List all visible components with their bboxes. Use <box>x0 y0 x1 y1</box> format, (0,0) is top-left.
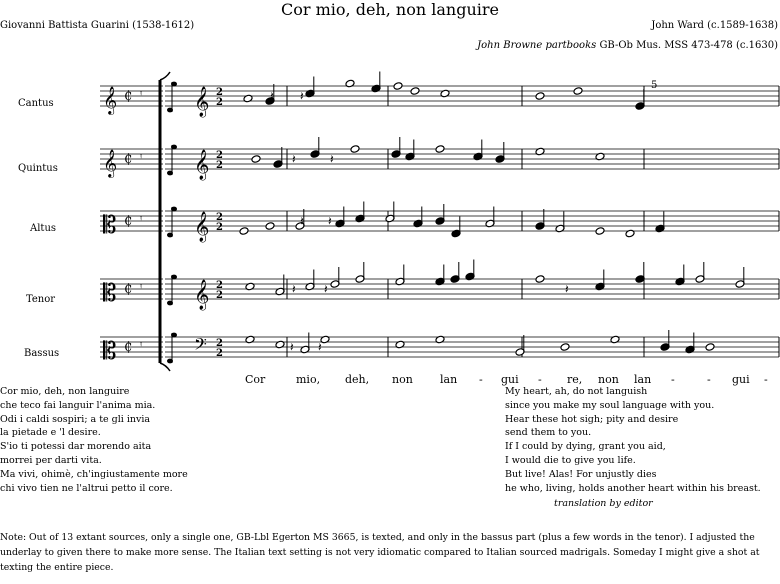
time-signature-bottom: 2 <box>216 160 223 171</box>
note-head <box>265 222 275 231</box>
lyric-syllable: gui <box>732 373 750 386</box>
english-line: If I could by dying, grant you aid, <box>505 441 666 453</box>
part-name-altus: Altus <box>30 223 57 234</box>
part-name-tenor: Tenor <box>26 294 56 305</box>
incipit-rest: ᵎ <box>140 153 142 164</box>
note-head <box>560 343 570 352</box>
source-shelfmark: GB-Ob Mus. MSS 473-478 (c.1630) <box>596 40 778 51</box>
incipit-rest: ᵎ <box>140 215 142 226</box>
time-signature-bottom: 2 <box>216 290 223 301</box>
lyric-syllable: - <box>479 373 483 386</box>
mensuration-sign: ₵ <box>124 340 133 355</box>
note-head <box>395 340 405 349</box>
english-line: Hear these hot sigh; pity and desire <box>505 413 679 425</box>
ambitus-note <box>171 145 177 150</box>
incipit-clef: 𝄞 <box>103 149 118 177</box>
incipit-rest: ᵎ <box>140 283 142 294</box>
note-head <box>535 275 545 284</box>
treble-clef: 𝄞 <box>194 280 210 310</box>
ambitus-note <box>167 108 173 113</box>
rest: 𝄽 <box>300 89 304 103</box>
part-name-cantus: Cantus <box>18 98 54 109</box>
lyric-syllable: gui <box>501 373 519 386</box>
lyric-syllable: - <box>671 373 675 386</box>
bracket-top-hook <box>160 72 170 80</box>
lyric-syllable: - <box>707 373 711 386</box>
rest: 𝄽 <box>330 152 334 166</box>
note-head <box>705 343 715 352</box>
lyric-syllable: Cor <box>245 373 266 386</box>
note-head <box>595 152 605 161</box>
english-line: But live! Alas! For unjustly dies <box>505 468 657 480</box>
lyric-syllable: mio, <box>296 373 321 386</box>
note-head <box>251 155 261 164</box>
italian-line: S'io ti potessi dar morendo aita <box>0 441 152 453</box>
time-signature-top: 2 <box>216 280 223 291</box>
time-signature-bottom: 2 <box>216 348 223 359</box>
rest: 𝄽 <box>318 340 322 354</box>
rest: 𝄽 <box>300 214 304 228</box>
ambitus-note <box>171 82 177 87</box>
italian-line: Ma vivi, ohimè, ch'ingiustamente more <box>0 468 188 480</box>
italian-line: Odi i caldi sospiri; a te gli invia <box>0 413 151 425</box>
note-head <box>345 79 355 88</box>
note-head <box>535 92 545 101</box>
rest: 𝄽 <box>292 152 296 166</box>
lyric-syllable: - <box>538 373 542 386</box>
ambitus-note <box>167 301 173 306</box>
italian-line: morrei per darti vita. <box>0 454 102 466</box>
english-line: I would die to give you life. <box>505 454 636 466</box>
poet-credit: Giovanni Battista Guarini (1538-1612) <box>0 20 195 31</box>
time-signature-top: 2 <box>216 212 223 223</box>
note-head <box>595 227 605 236</box>
part-name-quintus: Quintus <box>18 163 58 174</box>
english-line: send them to you. <box>505 427 592 439</box>
composer-credit: John Ward (c.1589-1638) <box>651 20 778 31</box>
note-head <box>245 335 255 344</box>
rest: 𝄽 <box>290 340 294 354</box>
time-signature-top: 2 <box>216 150 223 161</box>
note-head <box>573 87 583 96</box>
treble-clef: 𝄞 <box>194 87 210 117</box>
time-signature-top: 2 <box>216 87 223 98</box>
mensuration-sign: ₵ <box>124 152 133 167</box>
note-head <box>625 229 635 238</box>
source-partbooks: John Browne partbooks <box>477 40 597 51</box>
ambitus-note <box>171 333 177 338</box>
rest: 𝄽 <box>324 282 328 296</box>
note-head <box>435 145 445 154</box>
note-head <box>440 89 450 98</box>
measure-number: 5 <box>651 80 658 91</box>
mensuration-sign: ₵ <box>124 282 133 297</box>
ambitus-note <box>167 171 173 176</box>
ambitus-note <box>167 233 173 238</box>
incipit-rest: ᵎ <box>140 90 142 101</box>
lyric-syllable: - <box>764 373 768 386</box>
note-head <box>535 147 545 156</box>
lyric-syllable: non <box>392 373 413 386</box>
mensuration-sign: ₵ <box>124 214 133 229</box>
note-head <box>245 282 255 291</box>
mensuration-sign: ₵ <box>124 89 133 104</box>
note-head <box>435 335 445 344</box>
rest: 𝄽 <box>270 89 274 103</box>
note-head <box>239 227 249 236</box>
italian-line: Cor mio, deh, non languire <box>0 386 130 397</box>
treble-clef: 𝄞 <box>194 150 210 180</box>
bass-clef: 𝄢 <box>194 334 207 358</box>
note-head <box>243 94 253 103</box>
time-signature-bottom: 2 <box>216 97 223 108</box>
lyric-syllable: re, <box>567 373 583 386</box>
barlines <box>160 72 779 371</box>
rest: 𝄽 <box>565 282 569 296</box>
italian-line: la pietade e 'l desire. <box>0 427 101 439</box>
bracket-bottom-hook <box>160 363 170 371</box>
italian-verse <box>0 385 188 495</box>
lyric-syllable: lan <box>440 373 458 386</box>
incipit-rest: ᵎ <box>140 341 142 352</box>
ambitus-note <box>171 275 177 280</box>
rest: 𝄽 <box>328 214 332 228</box>
english-verse <box>505 385 761 495</box>
note-head <box>610 335 620 344</box>
notes-layer <box>167 72 745 364</box>
editorial-note: Note: Out of 13 extant sources, only a single one, GB-Lbl Egerton MS 3665, is texted, and only in the bassus part (plus a few words in the tenor). I adjusted the underlay to given there to make more sense. The Italian text setting is not very idiomatic compared to Italian sourced madrigals. Someday I might give a shot at texting the entire piece. <box>0 532 760 573</box>
piece-title: Cor mio, deh, non languire <box>281 0 499 19</box>
incipit-clef: 𝄡 <box>103 337 117 365</box>
english-line: My heart, ah, do not languish <box>505 386 648 397</box>
note-head <box>393 82 403 91</box>
part-name-bassus: Bassus <box>24 348 60 359</box>
italian-line: che teco fai languir l'anima mia. <box>0 399 156 411</box>
italian-line: chi vivo tien ne l'altrui petto il core. <box>0 482 173 494</box>
incipit-clef: 𝄞 <box>103 86 118 114</box>
lyric-syllable: lan <box>634 373 652 386</box>
treble-clef: 𝄞 <box>194 212 210 242</box>
incipit-clef: 𝄡 <box>103 279 117 307</box>
english-line: he who, living, holds another heart within his breast. <box>505 482 761 494</box>
lyric-syllable: non <box>598 373 619 386</box>
incipit-clef: 𝄡 <box>103 211 117 239</box>
note-head <box>275 340 285 349</box>
ambitus-note <box>167 359 173 364</box>
time-signature-top: 2 <box>216 338 223 349</box>
ambitus-note <box>171 207 177 212</box>
note-head <box>410 87 420 96</box>
time-signature-bottom: 2 <box>216 222 223 233</box>
lyric-syllable: deh, <box>345 373 370 386</box>
note-head <box>350 145 360 154</box>
translation-credit: translation by editor <box>554 498 653 509</box>
english-line: since you make my soul language with you. <box>505 399 715 411</box>
rest: 𝄽 <box>292 282 296 296</box>
